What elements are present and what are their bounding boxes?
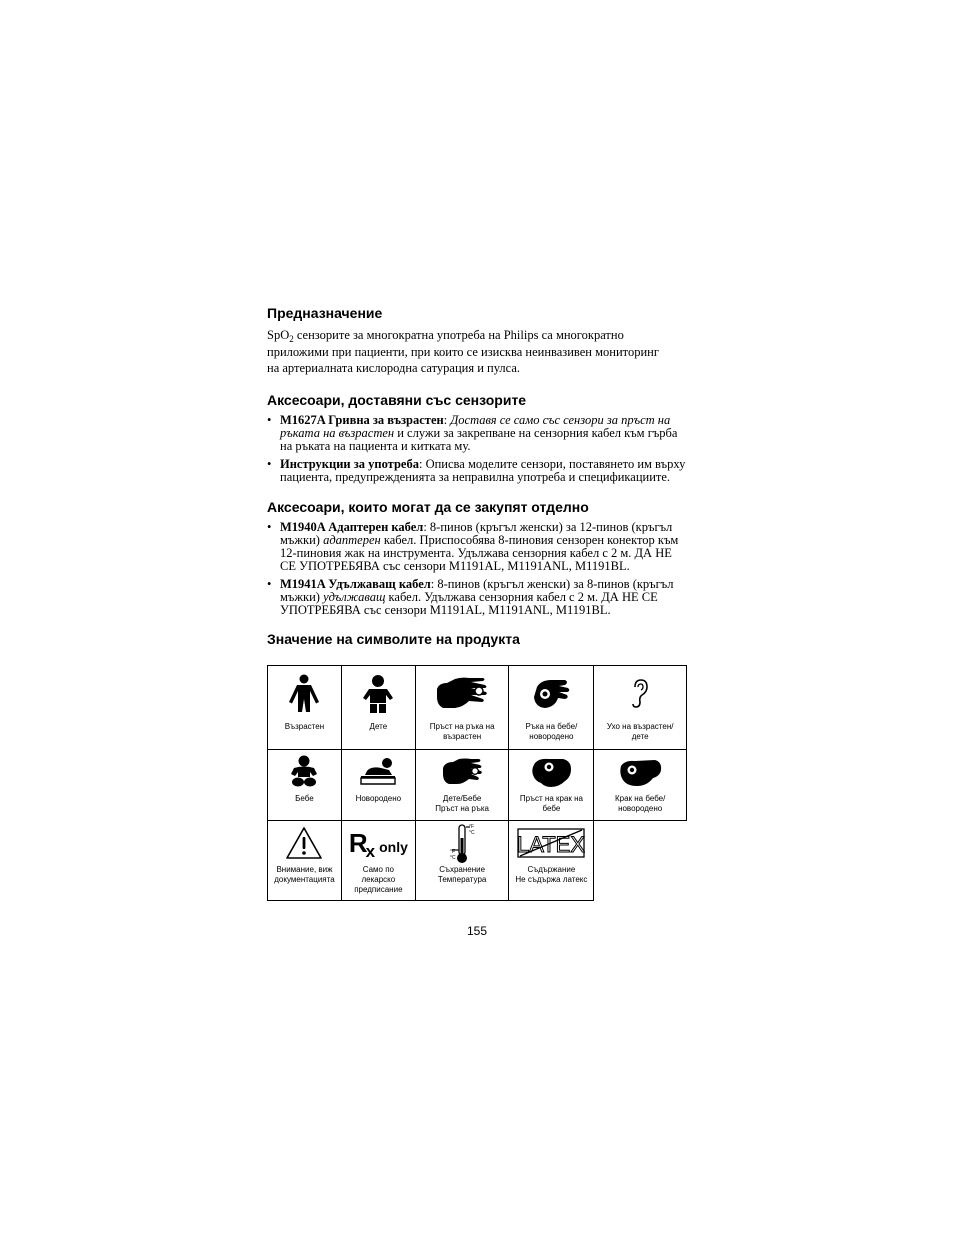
symbol-cell <box>509 665 594 749</box>
item-text: и служи за закрепване на сензорния кабел към гърба на ръката на пациента и китката му. <box>280 425 678 453</box>
symbol-cell <box>341 820 415 900</box>
page-number: 155 <box>466 924 488 938</box>
symbol-caption: Пръст на крак на бебе <box>519 793 583 813</box>
symbol-caption: Само по лекарско предписание <box>354 864 403 894</box>
neonate-icon <box>359 750 397 794</box>
svg-text:°C: °C <box>450 854 456 861</box>
included-heading: Аксесоари, доставяни със сензорите <box>267 391 527 408</box>
symbol-caption: Съдържание Не съдържа латекс <box>515 864 588 884</box>
purpose-line-1: сензорите за многократна употреба на Philips са многократно <box>293 328 624 342</box>
latex-free-icon <box>517 821 585 865</box>
infant-toe-icon <box>529 750 573 794</box>
thermometer-icon <box>442 821 482 865</box>
symbols-table <box>267 665 687 901</box>
spo-label: SpO <box>267 328 290 342</box>
separate-heading: Аксесоари, които могат да се закупят отделно <box>267 498 589 515</box>
symbol-caption: Ухо на възрастен/ дете <box>606 721 674 741</box>
spo-subscript: 2 <box>289 334 294 344</box>
bullet: • <box>267 576 272 591</box>
symbol-cell <box>268 749 342 820</box>
symbol-caption: Съхранение Температура <box>437 864 487 884</box>
purpose-text <box>267 327 687 377</box>
symbols-row <box>268 665 687 749</box>
infant-hand-icon <box>531 666 571 722</box>
symbols-row <box>268 749 687 820</box>
svg-text:LATEX: LATEX <box>517 831 586 857</box>
infant-icon <box>289 750 319 794</box>
symbol-cell <box>341 665 415 749</box>
ear-icon <box>631 666 649 722</box>
svg-text:°F: °F <box>450 848 456 855</box>
symbol-caption: Пръст на ръка на възрастен <box>429 721 495 741</box>
symbol-caption: Бебе <box>295 793 314 803</box>
separator: : <box>443 412 451 427</box>
item-title: M1627A Гривна за възрастен <box>280 412 444 427</box>
item-text: : 8-пинов (кръгъл женски) за 12-пинов (кръгъл мъжки) <box>280 519 673 547</box>
item-italic: адаптерен <box>323 532 381 547</box>
list-item <box>267 521 687 573</box>
item-title: M1941A Удължаващ кабел <box>280 576 431 591</box>
purpose-line-3: на артериалната кислородна сатурация и пулса. <box>267 361 521 375</box>
svg-text:°F: °F <box>469 823 475 830</box>
child-icon <box>361 666 395 722</box>
item-title: Инструкции за употреба <box>280 456 419 471</box>
purpose-heading: Предназначение <box>267 305 383 321</box>
neonate-foot-icon <box>617 750 663 794</box>
rx-only-icon: Rx only <box>348 827 408 861</box>
item-text: кабел. Удължава сензорния кабел с 2 м. ДА НЕ СЕ УПОТРЕБЯВА със сензори M1191AL, M1191ANL, M1191BL. <box>280 589 658 617</box>
symbol-cell <box>509 820 594 900</box>
symbol-caption: Възрастен <box>284 721 325 731</box>
child-hand-icon <box>441 750 483 794</box>
adult-icon <box>286 666 322 722</box>
separate-list <box>267 521 687 617</box>
separator: : <box>418 456 426 471</box>
symbol-caption: Дете <box>369 721 388 731</box>
symbol-caption: Внимание, виж документацията <box>274 864 335 884</box>
item-title: M1940A Адаптерен кабел <box>280 519 424 534</box>
symbol-cell <box>415 749 509 820</box>
symbols-heading: Значение на символите на продукта <box>267 630 520 647</box>
symbol-caption: Новородено <box>355 793 402 803</box>
included-list <box>267 414 687 484</box>
item-italic: Доставя се само със сензори за пръст на ръката на възрастен <box>280 412 671 440</box>
symbol-cell <box>268 820 342 900</box>
symbol-cell <box>594 665 687 749</box>
item-text: : 8-пинов (кръгъл женски) за 8-пинов (кръгъл мъжки) <box>280 576 674 604</box>
bullet: • <box>267 519 272 534</box>
list-item <box>267 578 687 617</box>
symbol-caption: Дете/Бебе Пръст на ръка <box>435 793 489 813</box>
symbol-cell <box>509 749 594 820</box>
symbol-caption: Крак на бебе/ новородено <box>614 793 666 813</box>
symbol-cell <box>415 665 509 749</box>
item-text: кабел. Приспособява 8-пиновия сензорен конектор към 12-пиновия жак на инструмента. Удължава сензорния кабел с 2 м. ДА НЕ СЕ УПОТРЕБЯВА със сензори M1191AL, M1191ANL, M1191BL. <box>280 532 679 573</box>
symbol-cell <box>268 665 342 749</box>
symbols-row <box>268 820 687 900</box>
symbol-cell <box>594 749 687 820</box>
symbol-cell <box>415 820 509 900</box>
warning-icon <box>285 821 323 865</box>
bullet: • <box>267 412 272 427</box>
item-text: Описва моделите сензори, поставянето им върху пациента, предупрежденията за неправилна употреба и спецификациите. <box>280 456 686 484</box>
bullet: • <box>267 456 272 471</box>
item-italic: удължаващ <box>323 589 386 604</box>
list-item <box>267 458 687 484</box>
symbol-caption: Ръка на бебе/ новородено <box>525 721 578 741</box>
empty-cell <box>594 820 687 900</box>
symbol-cell <box>341 749 415 820</box>
list-item <box>267 414 687 453</box>
purpose-line-2: приложими при пациенти, при които се изисква неинвазивен мониторинг <box>267 344 659 359</box>
page-content <box>267 300 687 901</box>
adult-hand-icon <box>435 666 489 722</box>
svg-text:°C: °C <box>469 829 475 836</box>
